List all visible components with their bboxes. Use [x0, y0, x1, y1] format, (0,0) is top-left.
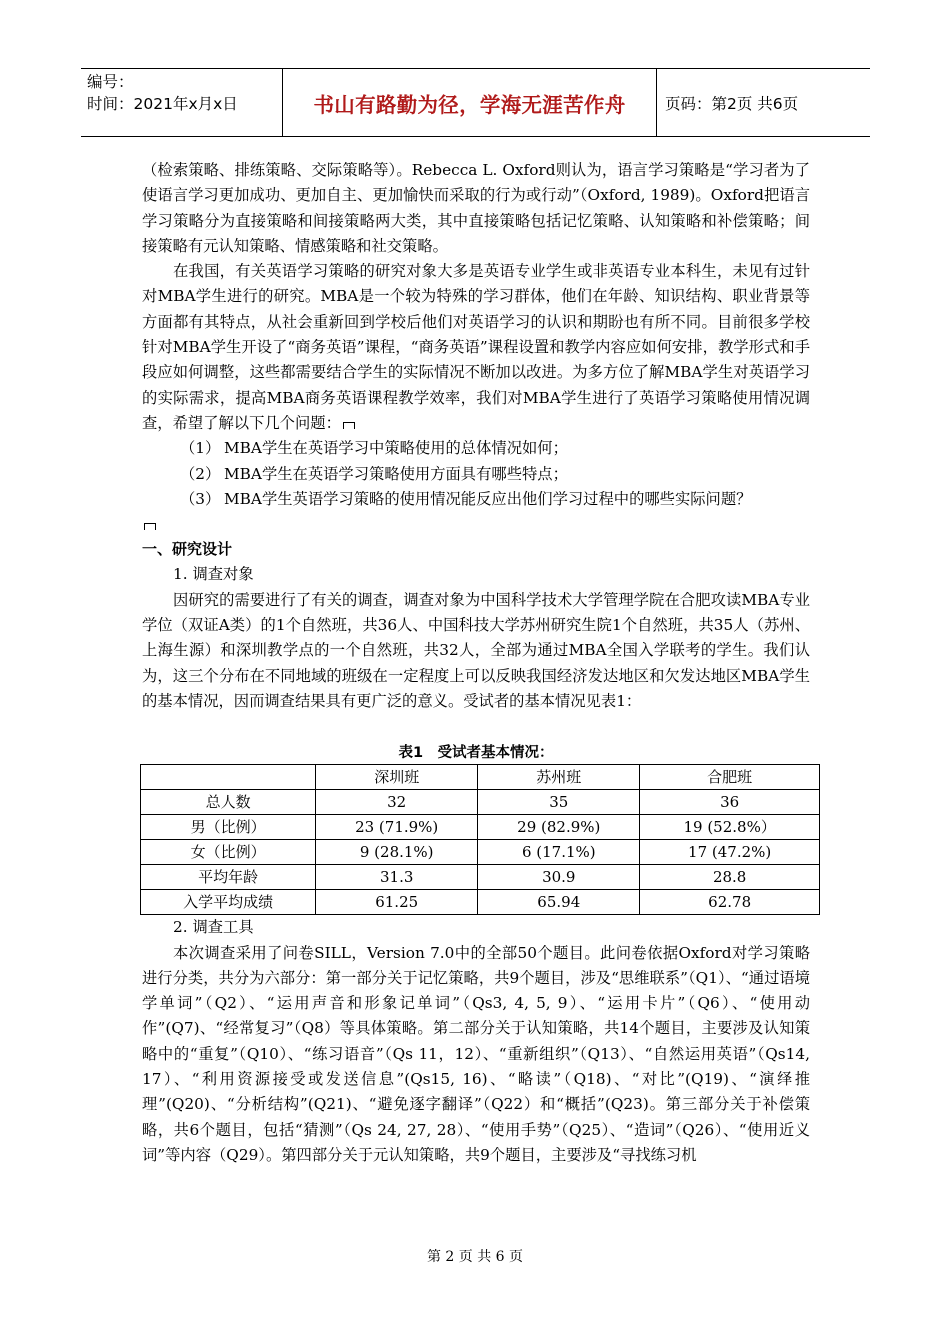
paragraph-3: 因研究的需要进行了有关的调查，调查对象为中国科学技术大学管理学院在合肥攻读MBA专业学位（双证A类）的1个自然班，共36人、中国科技大学苏州研究生院1个自然班，共35人（苏州、上海生源）和深圳教学点的一个自然班，共32人，全部为通过MBA全国入学联考的学生。我们认为，这三个分布在不同地域的班级在一定程度上可以反映我国经济发达地区和欠发达地区MBA学生的基本情况，因而调查结果具有更广泛的意义。受试者的基本情况见表1：	[142, 590, 810, 710]
question-number: （2）	[180, 464, 221, 483]
table-cell: 62.78	[640, 890, 820, 915]
number-label: 编号：	[87, 73, 134, 91]
header-right-cell	[657, 69, 870, 136]
table-header-row	[141, 765, 820, 790]
question-number: （1）	[180, 439, 221, 458]
table-cell: 32	[316, 790, 478, 815]
table-cell: 17 (47.2%)	[640, 840, 820, 865]
table-cell: 男（比例）	[141, 815, 316, 840]
paragraph-2-text: 在我国，有关英语学习策略的研究对象大多是英语专业学生或非英语专业本科生，未见有过针对MBA学生进行的研究。MBA是一个较为特殊的学习群体，他们在年龄、知识结构、职业背景等方面都有其特点，从社会重新回到学校后他们对英语学习的认识和期盼也有所不同。目前很多学校针对MBA学生开设了“商务英语”课程，“商务英语”课程设置和教学内容应如何安排，教学形式和手段应如何调整，这些都需要结合学生的实际情况不断加以改进。为多方位了解MBA学生对英语学习的实际需求，提高MBA商务英语课程教学效率，我们对MBA学生进行了英语学习策略使用情况调查，希望了解以下几个问题：	[142, 262, 810, 432]
page-header	[81, 68, 870, 137]
table-cell: 19 (52.8%）	[640, 815, 820, 840]
section-break-line	[142, 512, 810, 537]
header-motto-cell	[283, 69, 657, 136]
header-left-cell	[81, 69, 283, 136]
table-cell: 35	[478, 790, 640, 815]
subsection-heading-subjects: 1. 调查对象	[173, 565, 254, 584]
section-break-mark-icon	[144, 523, 156, 530]
table-row	[141, 790, 820, 815]
table-cell: 总人数	[141, 790, 316, 815]
table-cell: 31.3	[316, 865, 478, 890]
question-text: MBA学生在英语学习策略使用方面具有哪些特点；	[224, 464, 568, 483]
table-cell: 平均年龄	[141, 865, 316, 890]
question-item	[142, 487, 810, 512]
research-questions	[142, 436, 810, 512]
paragraph-mark-icon	[343, 422, 355, 429]
question-item	[142, 436, 810, 461]
section-heading: 一、研究设计	[142, 540, 233, 559]
table-header-cell: 苏州班	[478, 765, 640, 790]
table-cell: 23 (71.9%)	[316, 815, 478, 840]
paragraph-4: 本次调查采用了问卷SILL，Version 7.0中的全部50个题目。此问卷依据Oxford对学习策略进行分类，共分为六部分：第一部分关于记忆策略，共9个题目，涉及“思维联系”（Q1）、“通过语境学单词”（Q2）、“运用声音和形象记单词”（Qs3, 4, 5, 9）、“运用卡片”（Q6）、“使用动作”(Q7)、“经常复习”（Q8）等具体策略。第二部分关于认知策略，共14个题目，主要涉及认知策略中的“重复”（Q10）、“练习语音”（Qs 11，12）、“重新组织”（Q13）、“自然运用英语”（Qs14, 17）、“利用资源接受或发送信息”(Qs15, 16)、“略读”（Q18)、“对比”(Q19)、“演绎推理”(Q20)、“分析结构”(Q21)、“避免逐字翻译”（Q22）和“概括”(Q23)。第三部分关于补偿策略，共6个题目，包括“猜测”（Qs 24, 27, 28）、“使用手势”（Q25）、“造词”（Q26）、“使用近义词”等内容（Q29）。第四部分关于元认知策略，共9个题目，主要涉及“寻找练习机	[142, 943, 810, 1164]
table-row	[141, 890, 820, 915]
table-row	[141, 815, 820, 840]
subsection-heading-instrument: 2. 调查工具	[173, 918, 254, 937]
paragraph-1: （检索策略、排练策略、交际策略等）。Rebecca L. Oxford则认为，语言学习策略是“学习者为了使语言学习更加成功、更加自主、更加愉快而采取的行为或行动”（Oxford, 1989)。Oxford把语言学习策略分为直接策略和间接策略两大类，其中直接策略包括记忆策略、认知策略和补偿策略；间接策略有元认知策略、情感策略和社交策略。	[142, 161, 810, 255]
page-footer	[0, 1246, 950, 1266]
question-number: （3）	[180, 489, 221, 508]
table-cell: 36	[640, 790, 820, 815]
paragraph-2	[142, 259, 810, 436]
table-header-cell: 合肥班	[640, 765, 820, 790]
table-cell: 30.9	[478, 865, 640, 890]
table-cell: 61.25	[316, 890, 478, 915]
question-text: MBA学生在英语学习中策略使用的总体情况如何；	[224, 439, 568, 458]
table-cell: 29 (82.9%)	[478, 815, 640, 840]
date-label: 时间：2021年x月x日	[87, 95, 238, 113]
table-cell: 女（比例）	[141, 840, 316, 865]
table-cell: 65.94	[478, 890, 640, 915]
table-row	[141, 840, 820, 865]
table-cell: 9 (28.1%)	[316, 840, 478, 865]
table-cell: 6 (17.1%)	[478, 840, 640, 865]
table-header-cell	[141, 765, 316, 790]
table-cell: 28.8	[640, 865, 820, 890]
table-row	[141, 865, 820, 890]
table-caption: 表1 受试者基本情况：	[398, 745, 554, 762]
question-text: MBA学生英语学习策略的使用情况能反应出他们学习过程中的哪些实际问题？	[224, 489, 752, 508]
footer-page-number: 第 2 页 共 6 页	[426, 1249, 524, 1265]
subjects-table	[140, 764, 820, 915]
question-item	[142, 462, 810, 487]
table-header-cell: 深圳班	[316, 765, 478, 790]
header-motto: 书山有路勤为径，学海无涯苦作舟	[313, 92, 626, 117]
page-number-label: 页码：第2页 共6页	[665, 94, 799, 113]
table-cell: 入学平均成绩	[141, 890, 316, 915]
document-body	[142, 158, 810, 1168]
